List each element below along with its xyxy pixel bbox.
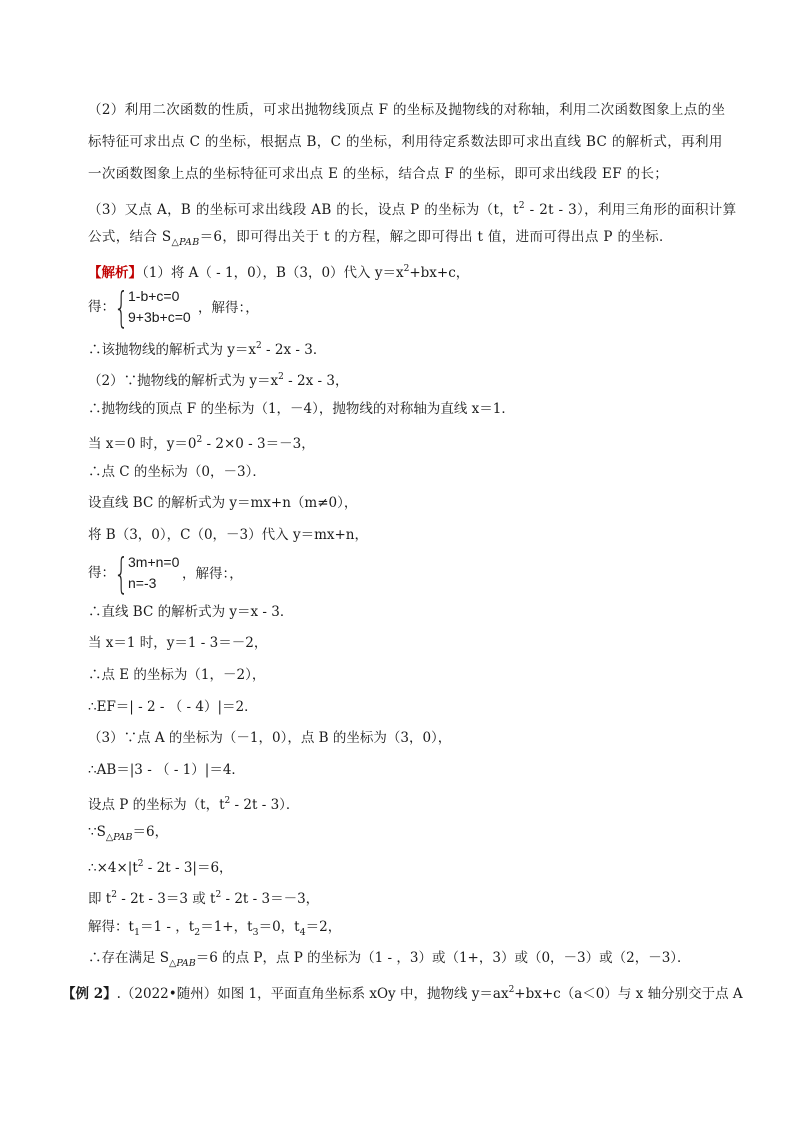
text-run: ＝2， [305, 919, 342, 935]
text-run: ＝6， [132, 824, 169, 840]
text-run: 即 t [88, 891, 112, 907]
system-tail: ，解得：， [198, 300, 259, 316]
text-run: ∴×4×|t [88, 860, 138, 876]
solution-line-18 [88, 885, 319, 909]
analysis-line-2: 标特征可求出点 C 的坐标，根据点 B，C 的坐标，利用待定系数法即可求出直线 BC 的解析式，再利用 [88, 134, 723, 150]
left-brace-icon: { [114, 549, 129, 598]
example-tag: 【例 2】 [62, 986, 117, 1002]
superscript: 2 [256, 341, 262, 351]
text-run: 解得：t [88, 919, 134, 935]
system-equation-1: 1-b+c=0 [128, 288, 180, 304]
text-run: ∴该抛物线的解析式为 y＝x [88, 342, 257, 358]
solution-line-4: ∴抛物线的顶点 F 的坐标为（1，－4），抛物线的对称轴为直线 x＝1． [88, 401, 515, 417]
superscript: 2 [215, 890, 222, 900]
solution-tag: 【解析】 [88, 265, 142, 281]
analysis-line-3: 一次函数图象上点的坐标特征可求出点 E 的坐标，结合点 F 的坐标，即可求出线段 EF 的长； [88, 166, 669, 182]
superscript: 2 [518, 201, 525, 211]
solution-line-16 [88, 822, 168, 848]
text-run: - 2t - 3）． [230, 797, 300, 813]
solution-line-6: ∴点 C 的坐标为（0，－3）． [88, 464, 266, 480]
superscript: 2 [278, 372, 284, 382]
analysis-line-1: （2）利用二次函数的性质，可求出抛物线顶点 F 的坐标及抛物线的对称轴，利用二次函数图象上点的坐 [88, 102, 726, 118]
text-run: - 2t - 3＝3 或 t [116, 891, 216, 907]
text-run: - 2t - 3|＝6， [143, 860, 233, 876]
subscript: △PAB [169, 958, 196, 969]
text-run: - 2x - 3． [261, 342, 327, 358]
text-run: +bx+c， [409, 265, 470, 281]
text-run: .（2022•随州）如图 1，平面直角坐标系 xOy 中，抛物线 y＝ax [116, 986, 509, 1002]
system-equation-2: 9+3b+c=0 [128, 309, 191, 325]
analysis-line-4 [88, 196, 737, 220]
system-equation-2: n=-3 [128, 575, 157, 591]
text-run: ＝1 - ，t [139, 919, 195, 935]
text-run: （1）将 A（ - 1，0），B（3，0）代入 y＝x [142, 265, 404, 281]
system-equation-1: 3m+n=0 [128, 554, 180, 570]
solution-line-13: （3）∵点 A 的坐标为（－1，0），点 B 的坐标为（3，0）， [88, 730, 452, 746]
solution-line-15 [88, 791, 299, 815]
text-run: （3）又点 A，B 的坐标可求出线段 AB 的长，设点 P 的坐标为（t，t [88, 202, 519, 218]
equation-system-1 [88, 283, 388, 332]
solution-line-19 [88, 917, 341, 943]
system-prefix: 得： [88, 565, 115, 581]
superscript: 2 [137, 859, 144, 869]
solution-line-17 [88, 854, 233, 878]
solution-line-5 [88, 430, 315, 454]
text-run: - 2t - 3），利用三角形的面积计算 [525, 202, 737, 218]
text-run: 当 x＝0 时，y＝0 [88, 436, 197, 452]
analysis-line-5 [88, 227, 673, 253]
solution-line-14: ∴AB＝|3 - （ - 1）|＝4． [88, 762, 245, 778]
text-run: ＝6 的点 P，点 P 的坐标为（1 - ，3）或（1+，3）或（0，－3）或（2，－3）． [195, 950, 691, 966]
solution-line-12: ∴EF＝| - 2 - （ - 4）|＝2． [88, 699, 258, 715]
system-prefix: 得： [88, 299, 115, 315]
solution-line-8: 将 B（3，0），C（0，－3）代入 y＝mx+n， [88, 527, 368, 543]
text-run: +bx+c（a＜0）与 x 轴分别交于点 A [514, 986, 743, 1002]
solution-line-20 [88, 948, 691, 974]
subscript: △PAB [171, 237, 200, 248]
text-run: - 2×0 - 3＝－3， [202, 436, 315, 452]
superscript: 2 [111, 890, 117, 900]
left-brace-icon: { [114, 283, 129, 332]
equation-system-2 [88, 549, 388, 598]
subscript: 4 [299, 927, 306, 938]
text-run: - 2x - 3， [283, 373, 349, 389]
solution-line-10: 当 x＝1 时，y＝1 - 3＝－2， [88, 635, 268, 651]
subscript: △PAB [105, 832, 133, 843]
text-run: ＝0，t [258, 919, 300, 935]
text-run: 设点 P 的坐标为（t，t [88, 797, 225, 813]
text-run: ∵S [88, 824, 106, 840]
superscript: 2 [196, 435, 203, 445]
solution-line-7: 设直线 BC 的解析式为 y＝mx+n（m≠0）， [88, 495, 358, 511]
text-run: （2）∵抛物线的解析式为 y＝x [88, 373, 279, 389]
text-run: ∴存在满足 S [88, 950, 170, 966]
solution-line-3 [88, 367, 348, 391]
superscript: 2 [224, 796, 231, 806]
solution-line-9: ∴直线 BC 的解析式为 y＝x - 3． [88, 604, 294, 620]
example-2-line [62, 980, 743, 1004]
subscript: 2 [194, 927, 201, 938]
text-run: ＝6，即可得出关于 t 的方程，解之即可得出 t 值，进而可得出点 P 的坐标． [199, 229, 673, 245]
text-run: - 2t - 3＝－3， [221, 891, 320, 907]
superscript: 2 [508, 985, 515, 995]
superscript: 2 [403, 264, 410, 274]
system-tail: ，解得：， [182, 566, 243, 582]
subscript: 3 [252, 927, 259, 938]
text-run: ＝1+，t [200, 919, 253, 935]
solution-line-2 [88, 336, 326, 360]
solution-line-1 [88, 259, 469, 283]
solution-line-11: ∴点 E 的坐标为（1，－2）， [88, 667, 266, 683]
text-run: 公式，结合 S [88, 229, 172, 245]
subscript: 1 [133, 927, 140, 938]
